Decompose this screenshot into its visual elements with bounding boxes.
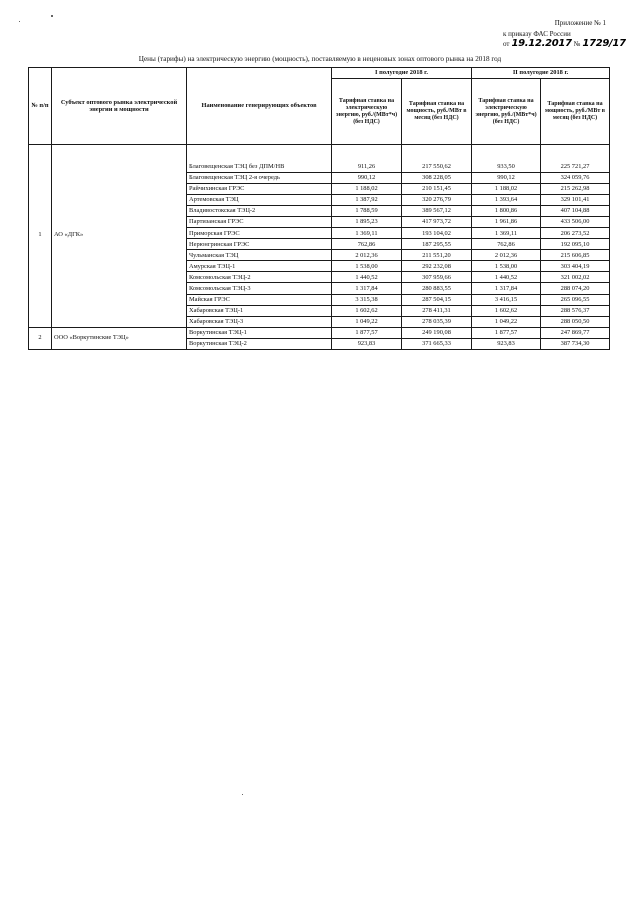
capacity-rate-h1: 417 973,72 [402, 217, 472, 228]
plant-name: Артемовская ТЭЦ [187, 195, 332, 206]
energy-rate-h2: 1 369,11 [472, 228, 541, 239]
capacity-rate-h2: 192 095,10 [541, 239, 610, 250]
plant-name: Нерюнгринская ГРЭС [187, 239, 332, 250]
capacity-rate-h1: 371 665,33 [402, 338, 472, 349]
plant-name: Чульманская ТЭЦ [187, 250, 332, 261]
capacity-rate-h2: 433 506,00 [541, 217, 610, 228]
capacity-rate-h2: 329 101,41 [541, 195, 610, 206]
capacity-rate-h2: 288 576,37 [541, 305, 610, 316]
plant-name: Хабаровская ТЭЦ-1 [187, 305, 332, 316]
capacity-rate-h1: 278 035,39 [402, 316, 472, 327]
capacity-rate-h1: 211 551,20 [402, 250, 472, 261]
table-row [29, 327, 610, 338]
capacity-rate-h1: 210 151,45 [402, 184, 472, 195]
capacity-rate-h2: 321 002,02 [541, 272, 610, 283]
document-title: Цены (тарифы) на электрическую энергию (мощность), поставляемую в неценовых зонах оптового рынка на 2018 год [138, 55, 502, 63]
energy-rate-h1: 1 602,62 [332, 305, 402, 316]
capacity-rate-h1: 280 883,55 [402, 283, 472, 294]
order-date-line [476, 38, 626, 49]
energy-rate-h2: 923,83 [472, 338, 541, 349]
capacity-rate-h1: 389 567,12 [402, 206, 472, 217]
energy-rate-h2: 1 877,57 [472, 327, 541, 338]
plant-name: Майская ГРЭС [187, 294, 332, 305]
row-number: 2 [29, 327, 52, 349]
energy-rate-h1: 923,83 [332, 338, 402, 349]
plant-name: Комсомольская ТЭЦ-3 [187, 283, 332, 294]
header-half1: I полугодие 2018 г. [332, 68, 472, 79]
energy-rate-h1: 1 188,02 [332, 184, 402, 195]
capacity-rate-h2: 265 096,55 [541, 294, 610, 305]
plant-name: Приморская ГРЭС [187, 228, 332, 239]
energy-rate-h2: 1 800,86 [472, 206, 541, 217]
header-capacity-rate-h2: Тарифная ставка на мощность, руб./МВт в месяц (без НДС) [541, 79, 610, 145]
capacity-rate-h1: 287 504,15 [402, 294, 472, 305]
capacity-rate-h2: 215 606,85 [541, 250, 610, 261]
capacity-rate-h1: 292 232,08 [402, 261, 472, 272]
capacity-rate-h1: 307 959,66 [402, 272, 472, 283]
energy-rate-h2: 1 602,62 [472, 305, 541, 316]
plant-name: Райчихинская ГРЭС [187, 184, 332, 195]
capacity-rate-h2: 215 262,98 [541, 184, 610, 195]
energy-rate-h1: 1 538,00 [332, 261, 402, 272]
row-number: 1 [29, 145, 52, 328]
plant-name: Партизанская ГРЭС [187, 217, 332, 228]
capacity-rate-h2: 303 404,19 [541, 261, 610, 272]
energy-rate-h1: 1 877,57 [332, 327, 402, 338]
scan-speck [19, 21, 20, 22]
number-prefix: № [573, 40, 581, 48]
energy-rate-h2: 1 393,64 [472, 195, 541, 206]
plant-name: Воркутинская ТЭЦ-1 [187, 327, 332, 338]
header-num: № п/п [29, 68, 52, 145]
energy-rate-h2: 1 961,86 [472, 217, 541, 228]
capacity-rate-h2: 324 059,76 [541, 173, 610, 184]
energy-rate-h1: 1 369,11 [332, 228, 402, 239]
energy-rate-h1: 911,26 [332, 145, 402, 173]
capacity-rate-h1: 217 550,62 [402, 145, 472, 173]
tariff-table [28, 67, 610, 350]
handwritten-number: 1729/17 [582, 38, 626, 49]
energy-rate-h1: 2 012,36 [332, 250, 402, 261]
capacity-rate-h2: 407 104,88 [541, 206, 610, 217]
capacity-rate-h2: 288 074,20 [541, 283, 610, 294]
capacity-rate-h1: 249 190,08 [402, 327, 472, 338]
energy-rate-h2: 3 416,15 [472, 294, 541, 305]
energy-rate-h2: 1 440,52 [472, 272, 541, 283]
energy-rate-h1: 762,86 [332, 239, 402, 250]
capacity-rate-h1: 193 104,02 [402, 228, 472, 239]
plant-name: Воркутинская ТЭЦ-2 [187, 338, 332, 349]
energy-rate-h2: 1 317,84 [472, 283, 541, 294]
capacity-rate-h1: 187 295,55 [402, 239, 472, 250]
energy-rate-h1: 1 317,84 [332, 283, 402, 294]
date-prefix: от [503, 40, 510, 48]
plant-name: Хабаровская ТЭЦ-3 [187, 316, 332, 327]
energy-rate-h2: 990,12 [472, 173, 541, 184]
capacity-rate-h1: 308 228,05 [402, 173, 472, 184]
market-subject: АО «ДГК» [52, 145, 187, 328]
header-subject: Субъект оптового рынка электрической энергии и мощности [52, 68, 187, 145]
scan-speck [51, 15, 53, 17]
capacity-rate-h1: 320 276,79 [402, 195, 472, 206]
energy-rate-h1: 1 387,92 [332, 195, 402, 206]
table-row [29, 145, 610, 173]
scan-speck [242, 794, 243, 795]
order-reference: к приказу ФАС России [503, 30, 571, 38]
capacity-rate-h1: 278 411,31 [402, 305, 472, 316]
handwritten-date: 19.12.2017 [511, 38, 572, 49]
energy-rate-h2: 2 012,36 [472, 250, 541, 261]
energy-rate-h2: 1 049,22 [472, 316, 541, 327]
capacity-rate-h2: 206 273,52 [541, 228, 610, 239]
capacity-rate-h2: 247 869,77 [541, 327, 610, 338]
plant-name: Владивостокская ТЭЦ-2 [187, 206, 332, 217]
energy-rate-h1: 990,12 [332, 173, 402, 184]
header-capacity-rate-h1: Тарифная ставка на мощность, руб./МВт в месяц (без НДС) [402, 79, 472, 145]
energy-rate-h1: 1 895,23 [332, 217, 402, 228]
energy-rate-h2: 762,86 [472, 239, 541, 250]
energy-rate-h2: 1 538,00 [472, 261, 541, 272]
energy-rate-h1: 3 315,38 [332, 294, 402, 305]
energy-rate-h2: 933,50 [472, 145, 541, 173]
capacity-rate-h2: 288 050,50 [541, 316, 610, 327]
appendix-block [476, 19, 626, 49]
plant-name: Благовещенская ТЭЦ без ДПМ/НВ [187, 145, 332, 173]
plant-name: Благовещенская ТЭЦ 2-я очередь [187, 173, 332, 184]
header-half2: II полугодие 2018 г. [472, 68, 610, 79]
plant-name: Амурская ТЭЦ-1 [187, 261, 332, 272]
energy-rate-h1: 1 440,52 [332, 272, 402, 283]
energy-rate-h1: 1 049,22 [332, 316, 402, 327]
energy-rate-h2: 1 188,02 [472, 184, 541, 195]
market-subject: ООО «Воркутинские ТЭЦ» [52, 327, 187, 349]
capacity-rate-h2: 225 721,27 [541, 145, 610, 173]
capacity-rate-h2: 387 734,30 [541, 338, 610, 349]
plant-name: Комсомольская ТЭЦ-2 [187, 272, 332, 283]
energy-rate-h1: 1 788,59 [332, 206, 402, 217]
table-body [29, 145, 610, 350]
appendix-label: Приложение № 1 [554, 19, 606, 27]
header-plant: Наименование генерирующих объектов [187, 68, 332, 145]
header-energy-rate-h2: Тарифная ставка на электрическую энергию, руб./(МВт*ч) (без НДС) [472, 79, 541, 145]
header-energy-rate-h1: Тарифная ставка на электрическую энергию, руб./(МВт*ч) (без НДС) [332, 79, 402, 145]
